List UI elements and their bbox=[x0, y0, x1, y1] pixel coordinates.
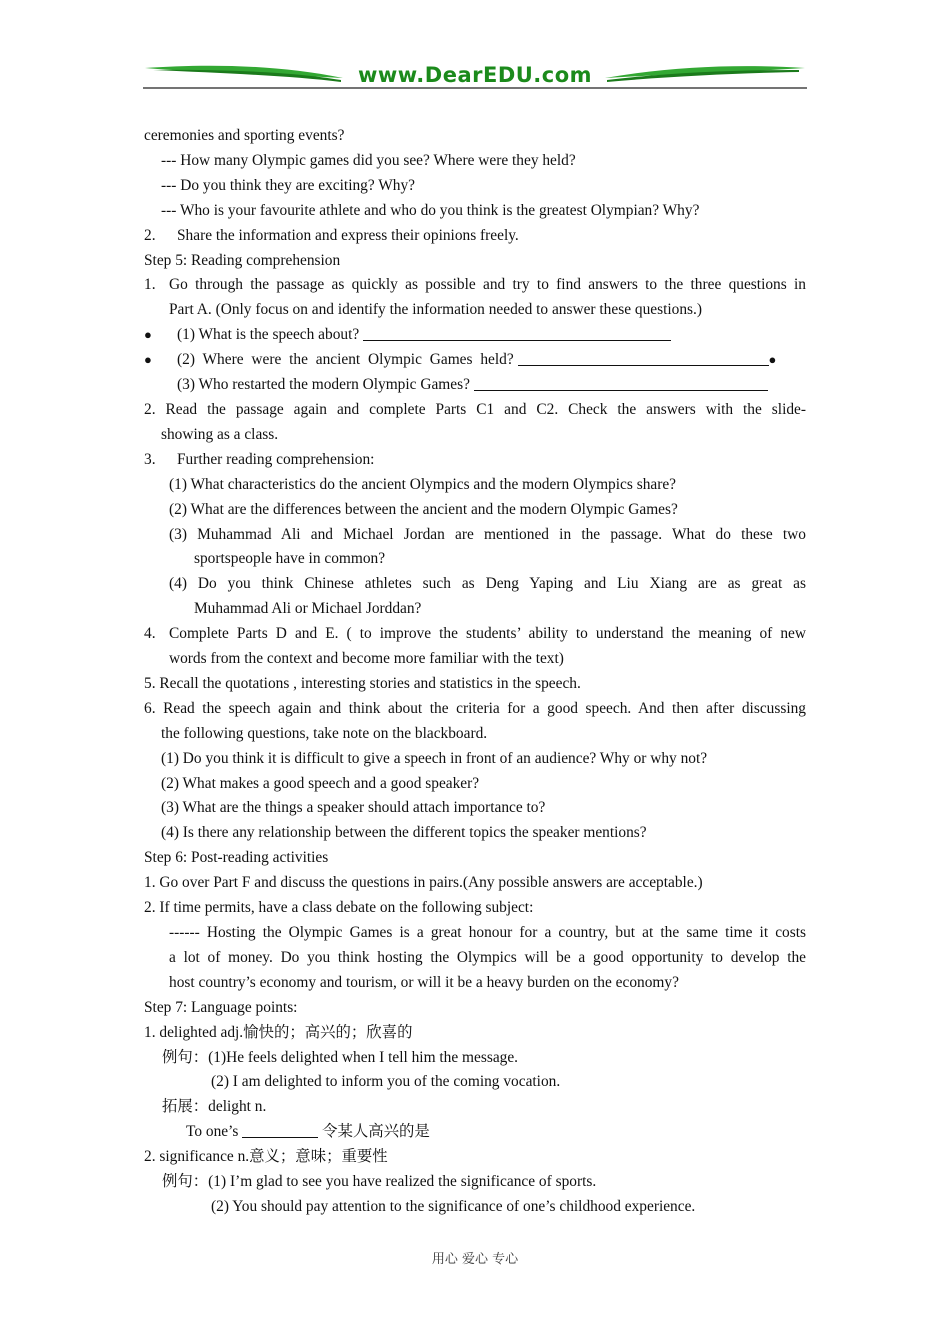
text-line: --- Who is your favourite athlete and who do you think is the greatest Olympian? Why? bbox=[161, 201, 700, 219]
text-line: host country’s economy and tourism, or will it be a heavy burden on the economy? bbox=[169, 973, 679, 991]
list-item bbox=[144, 224, 806, 249]
phrase-item bbox=[144, 1120, 806, 1145]
text-line: --- How many Olympic games did you see? Where were they held? bbox=[161, 151, 576, 169]
item-text: Complete Parts D and E. ( to improve the students’ ability to understand the meaning of new bbox=[169, 625, 806, 643]
vocab-entry: 1. delighted adj.愉快的；高兴的；欣喜的 bbox=[144, 1023, 413, 1041]
answer-blank bbox=[363, 325, 671, 341]
example-sentence: (2) I am delighted to inform you of the coming vocation. bbox=[211, 1073, 561, 1091]
list-item bbox=[144, 622, 806, 647]
item-number: 1. bbox=[144, 276, 156, 294]
item-number: 2. bbox=[144, 226, 156, 244]
question-item bbox=[144, 373, 806, 398]
item-text: Further reading comprehension: bbox=[177, 450, 375, 468]
item-number: 4. bbox=[144, 625, 156, 643]
vocab-entry: 2. significance n.意义；意味；重要性 bbox=[144, 1148, 388, 1166]
text-line: (3) Muhammad Ali and Michael Jordan are mentioned in the passage. What do these two bbox=[169, 525, 806, 543]
item-text: Share the information and express their opinions freely. bbox=[177, 226, 519, 244]
text-line: sportspeople have in common? bbox=[194, 550, 386, 568]
text-line: words from the context and become more familiar with the text) bbox=[169, 650, 564, 668]
example-sentence: 例句：(1) I’m glad to see you have realized the significance of sports. bbox=[162, 1173, 597, 1191]
answer-blank bbox=[518, 350, 769, 366]
text-line: a lot of money. Do you think hosting the Olympics will be a good opportunity to develop the bbox=[169, 948, 806, 966]
bullet-icon: ● bbox=[144, 352, 152, 368]
list-item bbox=[144, 448, 806, 473]
step-heading: Step 6: Post-reading activities bbox=[144, 849, 329, 867]
example-sentence: (2) You should pay attention to the significance of one’s childhood experience. bbox=[211, 1197, 696, 1215]
phrase-meaning: 令某人高兴的是 bbox=[322, 1123, 430, 1141]
text-line: --- Do you think they are exciting? Why? bbox=[161, 176, 416, 194]
text-line: (1) Do you think it is difficult to give a speech in front of an audience? Why or why not? bbox=[161, 749, 708, 767]
question-text: (3) Who restarted the modern Olympic Games? bbox=[177, 376, 470, 394]
document-body bbox=[144, 124, 806, 1220]
text-line: ------ Hosting the Olympic Games is a great honour for a country, but at the same time it costs bbox=[169, 924, 806, 941]
item-text: Go through the passage as quickly as possible and try to find answers to the three questions in bbox=[169, 276, 806, 294]
text-line: (2) What are the differences between the ancient and the modern Olympic Games? bbox=[169, 500, 678, 518]
question-text: (2) Where were the ancient Olympic Games held? bbox=[177, 351, 514, 369]
bullet-icon: ● bbox=[144, 327, 152, 343]
bullet-icon: ● bbox=[768, 352, 777, 368]
list-item: 1. Go over Part F and discuss the questions in pairs.(Any possible answers are acceptable.) bbox=[144, 874, 703, 892]
item-number: 3. bbox=[144, 450, 156, 468]
text-line: Muhammad Ali or Michael Jorddan? bbox=[194, 600, 422, 618]
question-item bbox=[144, 323, 806, 348]
text-line: (2) What makes a good speech and a good speaker? bbox=[161, 774, 480, 792]
text-line: (3) What are the things a speaker should attach importance to? bbox=[161, 799, 546, 817]
text-line: Part A. (Only focus on and identify the information needed to answer these questions.) bbox=[169, 301, 702, 319]
example-sentence: 例句：(1)He feels delighted when I tell him the message. bbox=[162, 1048, 519, 1066]
page-header bbox=[143, 60, 807, 92]
text-line: ceremonies and sporting events? bbox=[144, 127, 345, 144]
phrase-text: To one’s bbox=[186, 1123, 239, 1141]
text-line: (1) What characteristics do the ancient Olympics and the modern Olympics share? bbox=[169, 475, 677, 493]
answer-blank bbox=[242, 1122, 318, 1138]
list-item: 5. Recall the quotations , interesting stories and statistics in the speech. bbox=[144, 674, 581, 692]
extension-note: 拓展：delight n. bbox=[162, 1098, 267, 1116]
question-text: (1) What is the speech about? bbox=[177, 326, 360, 344]
step-heading: Step 7: Language points: bbox=[144, 998, 298, 1016]
answer-blank bbox=[474, 375, 768, 391]
list-item: 2. Read the passage again and complete Parts C1 and C2. Check the answers with the slide- bbox=[144, 400, 806, 418]
step-heading: Step 5: Reading comprehension bbox=[144, 251, 341, 269]
text-line: showing as a class. bbox=[161, 425, 279, 443]
list-item: 6. Read the speech again and think about the criteria for a good speech. And then after discussing bbox=[144, 699, 806, 717]
list-item: 2. If time permits, have a class debate on the following subject: bbox=[144, 899, 534, 917]
text-line: the following questions, take note on the blackboard. bbox=[161, 724, 488, 742]
site-logo-text: www.DearEDU.com bbox=[357, 63, 593, 87]
text-line: (4) Is there any relationship between the different topics the speaker mentions? bbox=[161, 824, 647, 842]
list-item bbox=[144, 273, 806, 298]
question-item bbox=[144, 348, 806, 373]
page-footer: 用心 爱心 专心 bbox=[431, 1252, 519, 1267]
text-line: (4) Do you think Chinese athletes such as Deng Yaping and Liu Xiang are as great as bbox=[169, 575, 806, 593]
